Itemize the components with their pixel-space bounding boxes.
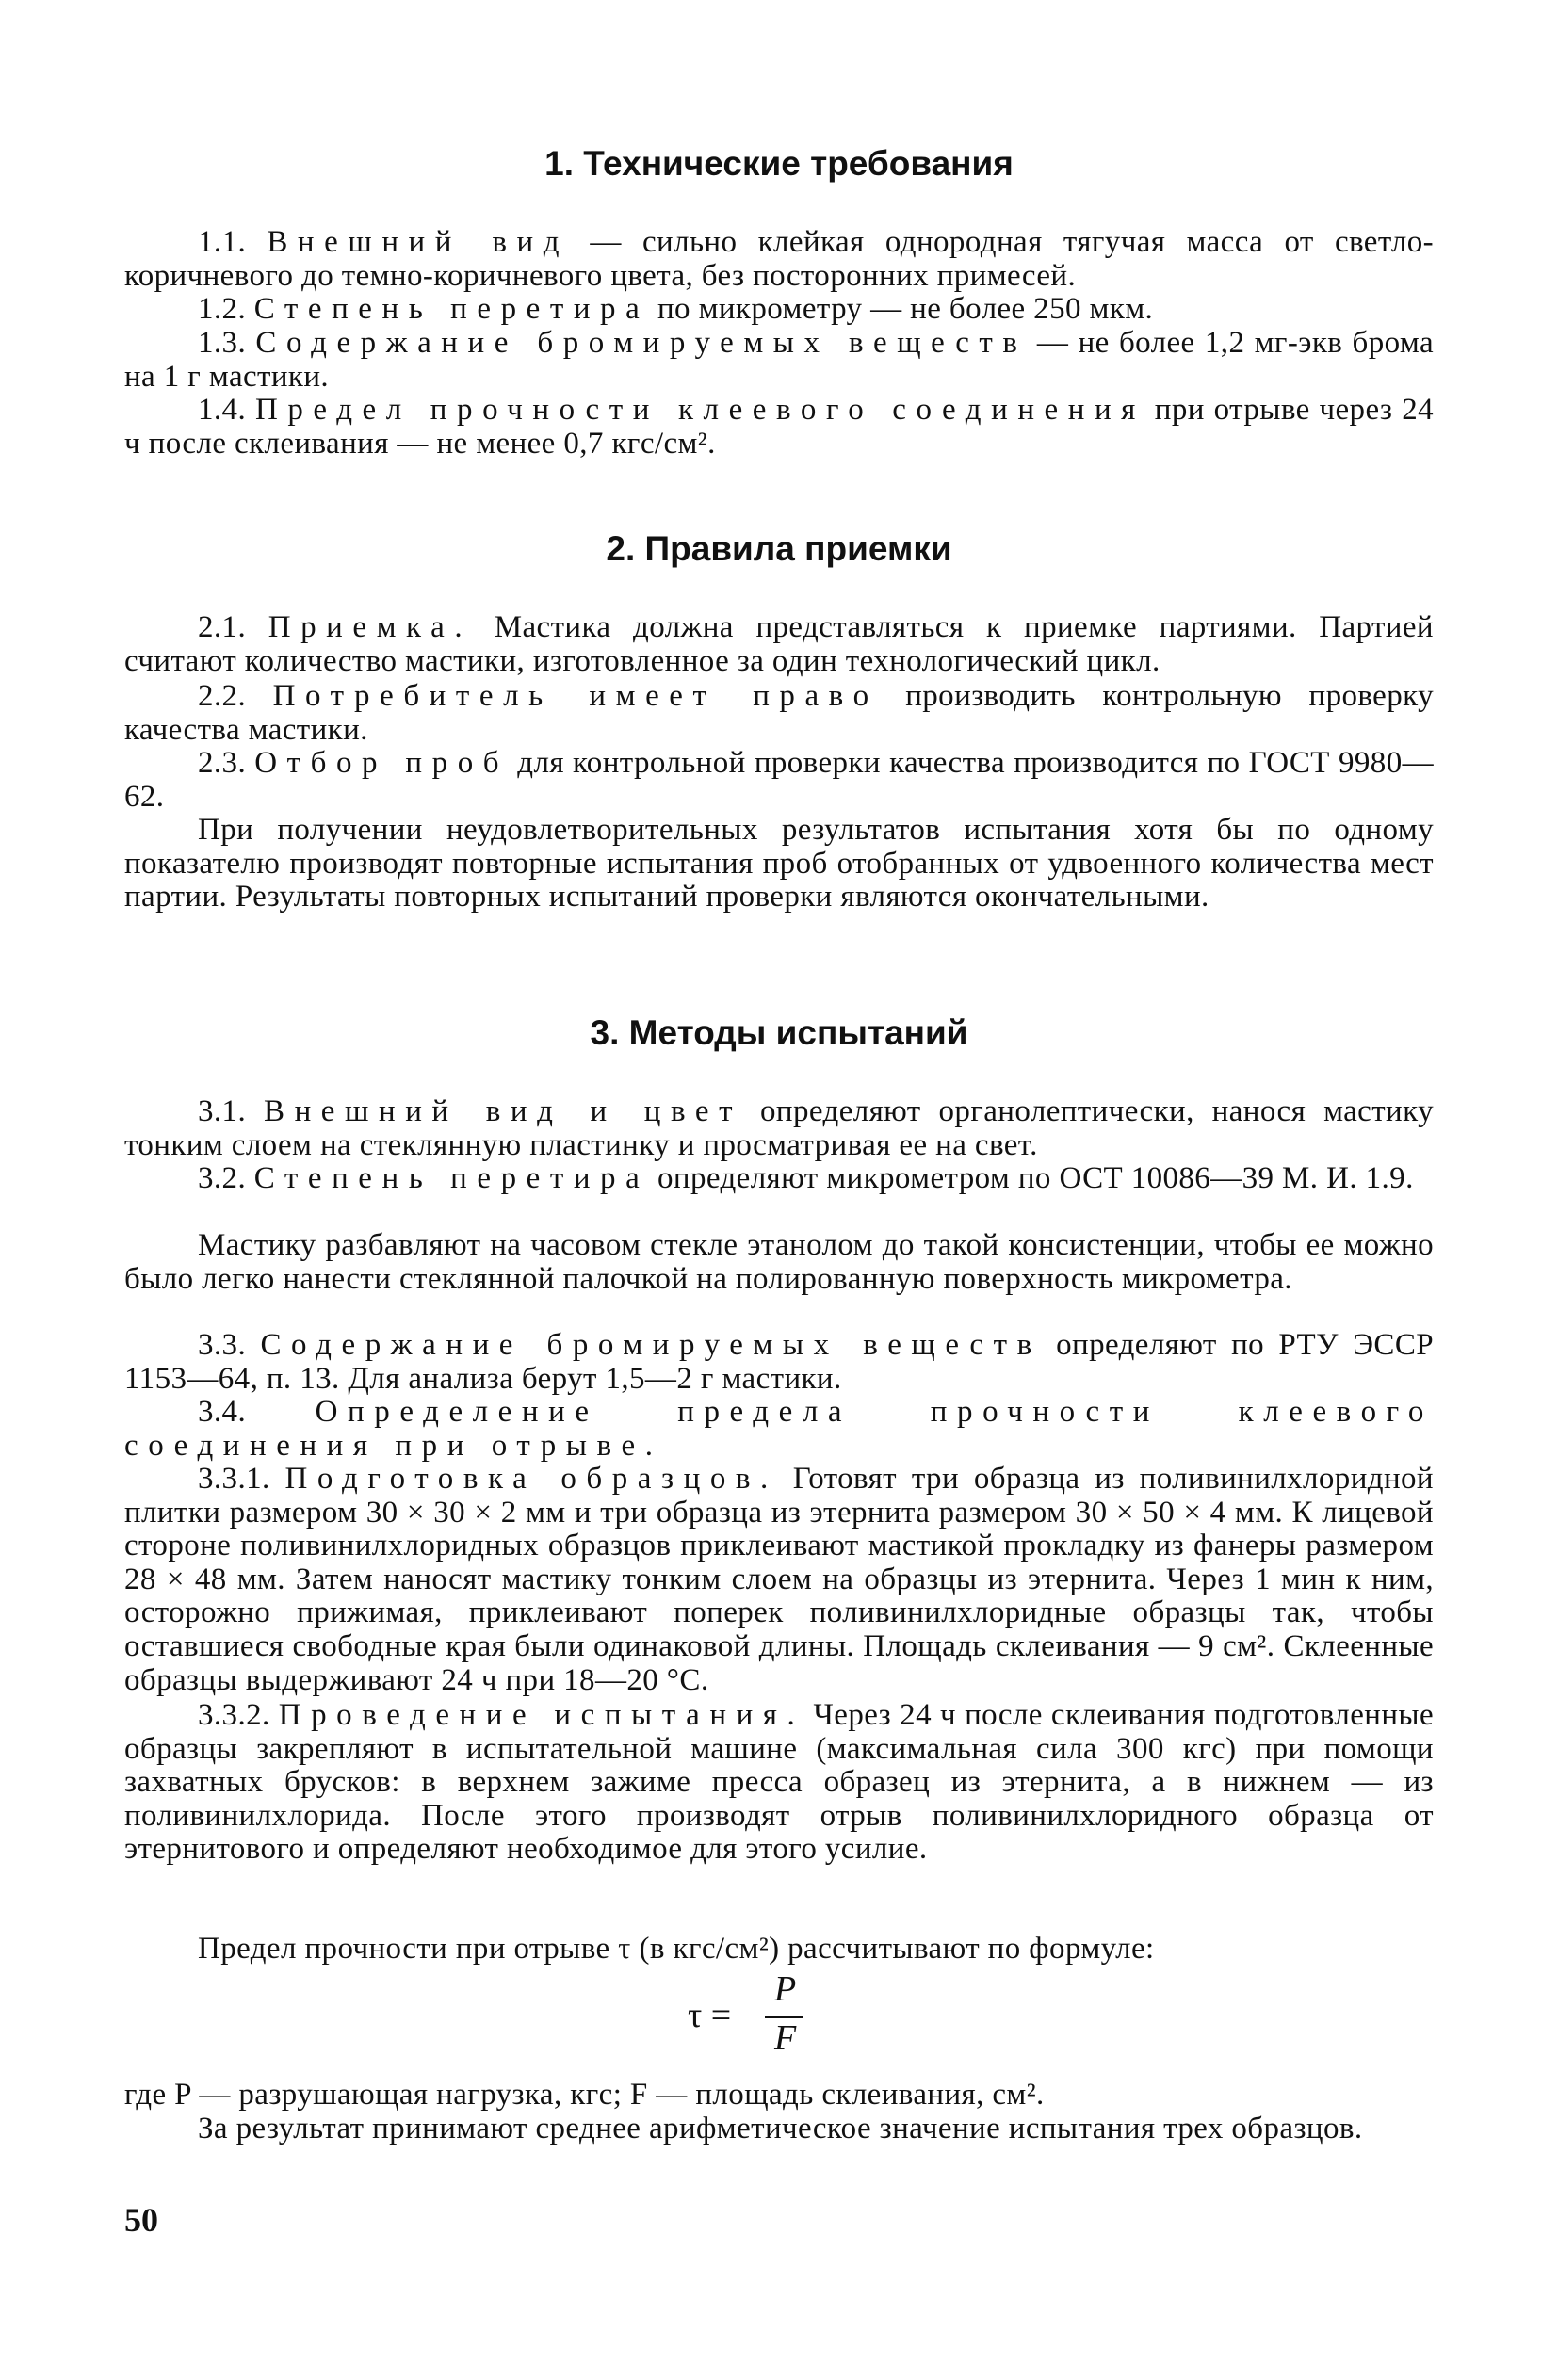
paragraph-2-1: 2.1. Приемка. Мастика должна представляться к приемке партиями. Партией считают количество мастики, изготовленное за один технологический цикл. bbox=[124, 610, 1434, 678]
formula-numerator: P bbox=[774, 1969, 797, 2009]
page-number: 50 bbox=[124, 2201, 158, 2239]
paragraph-2-3: 2.3. Отбор проб для контрольной проверки качества производится по ГОСТ 9980—62. bbox=[124, 746, 1435, 814]
section-1-heading: 1. Технические требования bbox=[544, 144, 1014, 183]
paragraph-3-3-1: 3.3.1. Подготовка образцов. Готовят три образца из поливинилхлоридной плитки размером 30 × 30 × 2 мм и три образца из этернита размером 30 × 50 × 4 мм. К лицевой стороне поливинилхлоридных образцов приклеивают мастикой прокладку из фанеры размером 28 × 48 мм. Затем наносят мастику тонким слоем на образцы из этернита. Через 1 мин к ним, осторожно прижимая, приклеивают поперек поливинилхлоридные образцы так, чтобы оставшиеся свободные края были одинаковой длины. Площадь склеивания — 9 см². Склеенные образцы выдерживают 24 ч при 18—20 °С. bbox=[124, 1462, 1434, 1697]
paragraph-3-2-note: Мастику разбавляют на часовом стекле этанолом до такой консистенции, чтобы ее можно было легко нанести стеклянной палочкой на полированную поверхность микрометра. bbox=[124, 1228, 1434, 1296]
paragraph-3-3-2: 3.3.2. Проведение испытания. Через 24 ч после склеивания подготовленные образцы закрепляют в испытательной машине (максимальная сила 300 кгс) при помощи захватных брусков: в верхнем зажиме пресса образец из этернита, а в нижнем — из поливинилхлорида. После этого производят отрыв поливинилхлоридного образца от этернитового и определяют необходимое для этого усилие. bbox=[124, 1698, 1434, 1867]
paragraph-3-2: 3.2. Степень перетира определяют микрометром по ОСТ 10086—39 М. И. 1.9. bbox=[198, 1161, 1414, 1195]
paragraph-1-2: 1.2. Степень перетира по микрометру — не более 250 мкм. bbox=[198, 292, 1154, 326]
formula-intro: Предел прочности при отрыве τ (в кгс/см²) рассчитывают по формуле: bbox=[198, 1932, 1155, 1966]
paragraph-2-2: 2.2. Потребитель имеет право производить контрольную проверку качества мастики. bbox=[124, 679, 1434, 747]
formula-lhs: τ = bbox=[688, 1996, 732, 2035]
paragraph-1-4: 1.4. Предел прочности клеевого соединения при отрыве через 24 ч после склеивания — не менее 0,7 кгс/см². bbox=[124, 393, 1434, 461]
paragraph-1-1: 1.1. Внешний вид — сильно клейкая однородная тягучая масса от светло-коричневого до темно-коричневого цвета, без посторонних примесей. bbox=[124, 225, 1435, 293]
paragraph-3-4: 3.4. Определение предела прочности клеевого соединения при отрыве. bbox=[124, 1395, 1434, 1463]
section-2-heading: 2. Правила приемки bbox=[606, 529, 952, 568]
paragraph-3-3: 3.3. Содержание бромируемых веществ определяют по РТУ ЭССР 1153—64, п. 13. Для анализа берут 1,5—2 г мастики. bbox=[124, 1328, 1435, 1396]
section-3-heading: 3. Методы испытаний bbox=[590, 1013, 968, 1052]
paragraph-1-3: 1.3. Содержание бромируемых веществ — не более 1,2 мг-экв брома на 1 г мастики. bbox=[124, 326, 1435, 394]
paragraph-2-4: При получении неудовлетворительных результатов испытания хотя бы по одному показателю производят повторные испытания проб отобранных от удвоенного количества мест партии. Результаты повторных испытаний проверки являются окончательными. bbox=[124, 813, 1434, 915]
paragraph-3-1: 3.1. Внешний вид и цвет определяют органолептически, нанося мастику тонким слоем на стеклянную пластинку и просматривая ее на свет. bbox=[124, 1094, 1434, 1162]
formula-legend: где P — разрушающая нагрузка, кгс; F — площадь склеивания, см². bbox=[124, 2078, 1045, 2112]
paragraph-result: За результат принимают среднее арифметическое значение испытания трех образцов. bbox=[198, 2112, 1363, 2145]
formula-denominator: F bbox=[774, 2018, 797, 2058]
